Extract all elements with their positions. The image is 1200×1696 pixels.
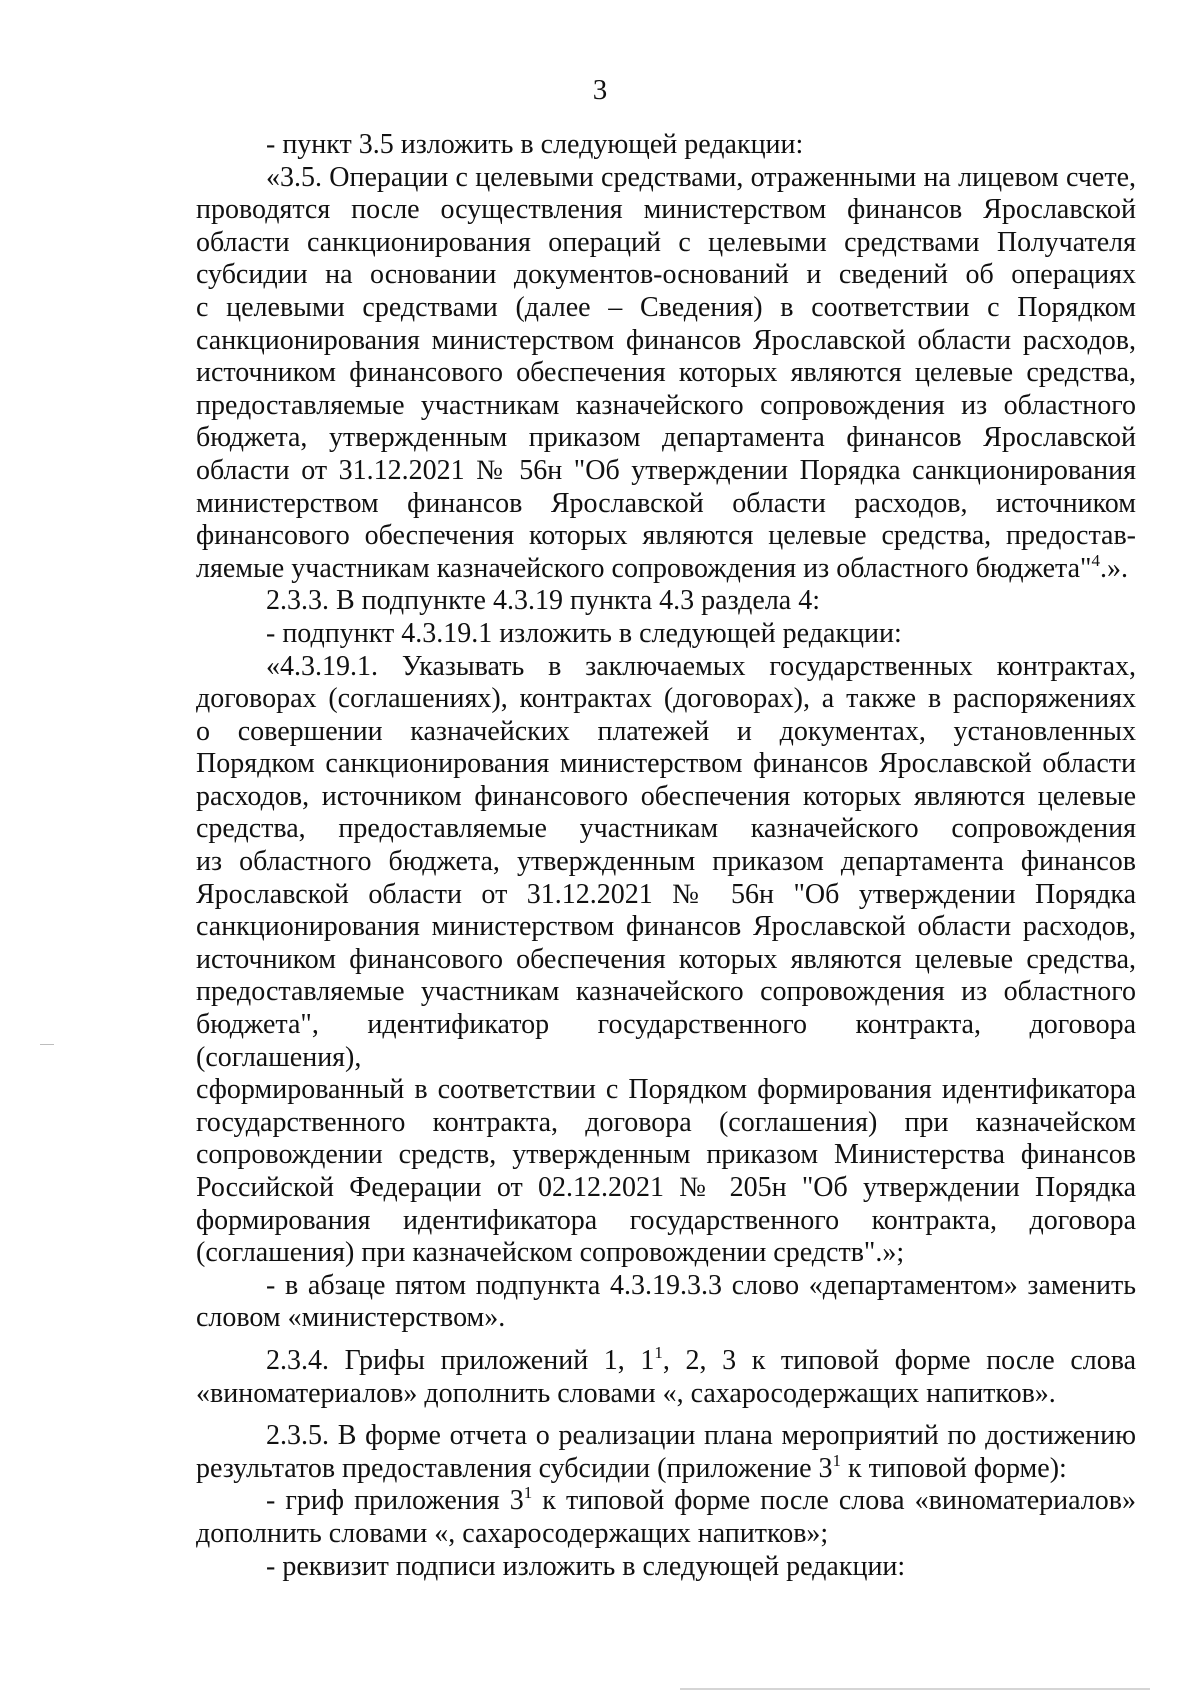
paragraph-line: предоставляемые участникам казначейского сопровождения из областного: [196, 976, 1136, 1008]
paragraph-line: «4.3.19.1. Указывать в заключаемых государственных контрактах,: [266, 650, 1136, 682]
paragraph-line: о совершении казначейских платежей и документах, установленных: [196, 715, 1136, 747]
paragraph-line: [196, 1450, 1136, 1486]
paragraph-line: 2.3.5. В форме отчета о реализации плана мероприятий по достижению: [266, 1420, 1136, 1452]
paragraph-line: источником финансового обеспечения которых являются целевые средства,: [196, 943, 1136, 975]
paragraph-line: области санкционирования операций с целевыми средствами Получателя: [196, 226, 1136, 258]
paragraph-line: - подпункт 4.3.19.1 изложить в следующей редакции:: [266, 617, 902, 649]
document-body: [196, 129, 1136, 1583]
paragraph-line: санкционирования министерством финансов Ярославской области расходов,: [196, 911, 1136, 943]
paragraph-line: государственного контракта, договора (соглашения) при казначейском: [196, 1106, 1136, 1138]
paragraph-line: сопровождении средств, утвержденным приказом Министерства финансов: [196, 1139, 1136, 1171]
scan-margin-mark: [40, 1044, 54, 1045]
paragraph-line: «виноматериалов» дополнить словами «, сахаросодержащих напитков».: [196, 1377, 1056, 1409]
paragraph-line: предоставляемые участникам казначейского сопровождения из областного: [196, 389, 1136, 421]
paragraph-line: договорах (соглашениях), контрактах (договорах), а также в распоряжениях: [196, 683, 1136, 715]
scan-footer-line: [680, 1688, 1150, 1690]
footnote-reference: 4: [1091, 550, 1100, 570]
paragraph-line: Порядком санкционирования министерством финансов Ярославской области: [196, 748, 1136, 780]
line-text: - гриф приложения 3: [266, 1485, 524, 1517]
line-text: ляемые участникам казначейского сопровождения из областного бюджета": [196, 552, 1092, 584]
paragraph-line: (соглашения) при казначейском сопровождении средств".»;: [196, 1237, 905, 1269]
paragraph-line: словом «министерством».: [196, 1302, 506, 1334]
paragraph-line: субсидии на основании документов-оснований и сведений об операциях: [196, 259, 1136, 291]
line-text: результатов предоставления субсидии (приложение 3: [196, 1452, 833, 1484]
line-text: , 2, 3 к типовой форме после слова: [662, 1344, 1136, 1376]
paragraph-line: [196, 550, 1136, 586]
paragraph-line: - в абзаце пятом подпункта 4.3.19.3.3 слово «департаментом» заменить: [266, 1269, 1136, 1301]
superscript: 1: [654, 1342, 663, 1362]
paragraph-line: 2.3.3. В подпункте 4.3.19 пункта 4.3 раздела 4:: [266, 585, 821, 617]
paragraph-line: - реквизит подписи изложить в следующей редакции:: [266, 1550, 906, 1582]
paragraph-line: министерством финансов Ярославской области расходов, источником: [196, 487, 1136, 519]
line-text: к типовой форме после слова «виноматериалов»: [532, 1485, 1137, 1517]
page-number: 3: [592, 74, 608, 106]
paragraph-line: [196, 1485, 1136, 1518]
paragraph-line: [196, 1342, 1136, 1378]
paragraph-line: источником финансового обеспечения которых являются целевые средства,: [196, 357, 1136, 389]
paragraph-line: финансового обеспечения которых являются целевые средства, предостав-: [196, 520, 1136, 552]
paragraph-line: с целевыми средствами (далее – Сведения) в соответствии с Порядком: [196, 291, 1136, 323]
paragraph-line: расходов, источником финансового обеспечения которых являются целевые: [196, 780, 1136, 812]
paragraph-line: Российской Федерации от 02.12.2021 № 205н "Об утверждении Порядка: [196, 1172, 1136, 1203]
paragraph-line: бюджета, утвержденным приказом департамента финансов Ярославской: [196, 422, 1136, 454]
paragraph-line: сформированный в соответствии с Порядком формирования идентификатора: [196, 1074, 1136, 1106]
line-text: .».: [1099, 552, 1128, 584]
superscript: 1: [523, 1483, 533, 1503]
paragraph-line: - пункт 3.5 изложить в следующей редакции:: [266, 129, 804, 160]
paragraph-line: области от 31.12.2021 № 56н "Об утверждении Порядка санкционирования: [196, 454, 1136, 486]
line-text: 2.3.4. Грифы приложений 1, 1: [266, 1344, 655, 1376]
paragraph-line: санкционирования министерством финансов Ярославской области расходов,: [196, 324, 1136, 356]
paragraph-line: Ярославской области от 31.12.2021 № 56н "Об утверждении Порядка: [196, 878, 1136, 910]
paragraph-line: бюджета", идентификатор государственного контракта, договора (соглашения),: [196, 1009, 1136, 1073]
paragraph-line: дополнить словами «, сахаросодержащих напитков»;: [196, 1517, 829, 1549]
paragraph-line: из областного бюджета, утвержденным приказом департамента финансов: [196, 846, 1136, 878]
paragraph-line: «3.5. Операции с целевыми средствами, отраженными на лицевом счете,: [266, 161, 1136, 193]
paragraph-line: средства, предоставляемые участникам казначейского сопровождения: [196, 813, 1136, 845]
superscript: 1: [832, 1450, 842, 1470]
paragraph-line: проводятся после осуществления министерством финансов Ярославской: [196, 194, 1136, 226]
paragraph-line: формирования идентификатора государственного контракта, договора: [196, 1204, 1136, 1236]
line-text: к типовой форме):: [841, 1452, 1067, 1484]
